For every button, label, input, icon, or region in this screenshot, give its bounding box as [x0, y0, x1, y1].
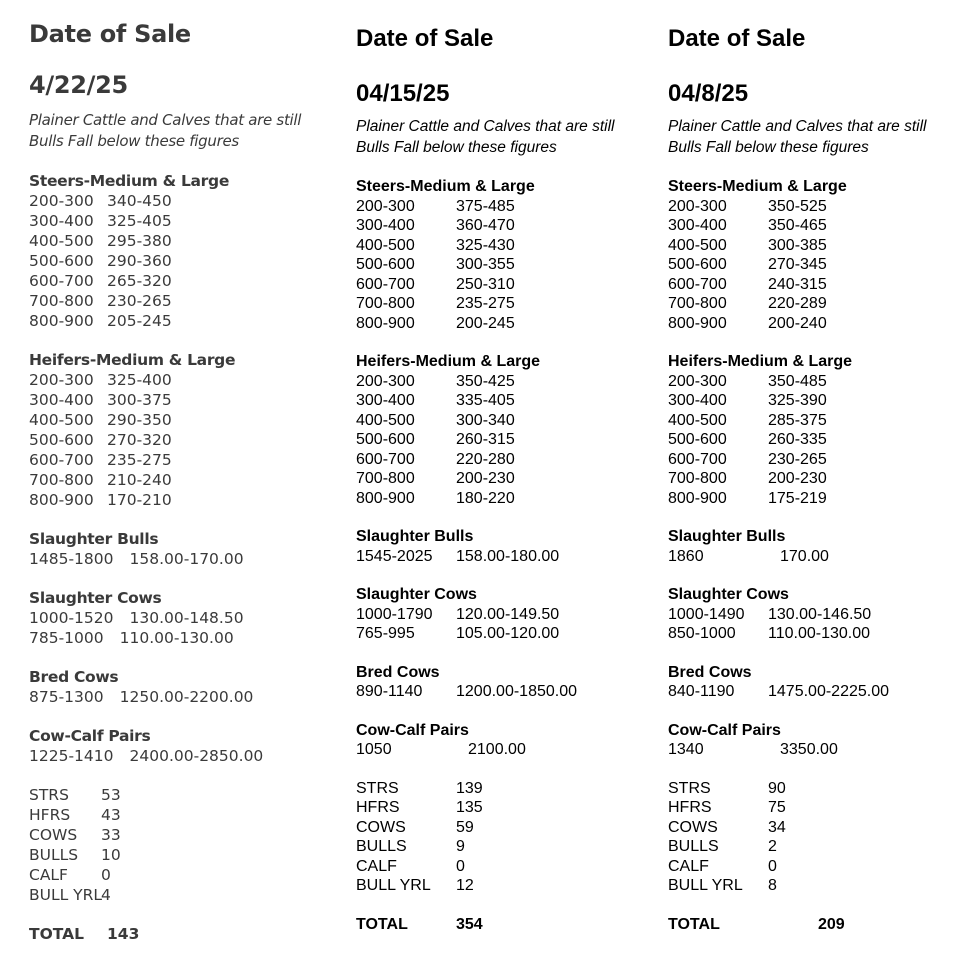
weight: 890-1140	[356, 683, 423, 700]
heifers-title: Heifers-Medium & Large	[668, 353, 853, 370]
weight: 1000-1790	[356, 605, 433, 623]
table-row	[668, 469, 958, 489]
weight: 400-500	[29, 232, 94, 250]
weight: 700-800	[29, 292, 94, 310]
price: 350-465	[768, 217, 827, 234]
slaughter-bulls-title: Slaughter Bulls	[29, 530, 159, 548]
table-row	[29, 608, 329, 628]
price: 170-210	[107, 491, 172, 509]
table-row	[668, 372, 958, 392]
weight: 800-900	[668, 314, 727, 332]
price: 230-265	[107, 292, 172, 310]
count-row	[29, 805, 329, 825]
count-row	[668, 779, 958, 799]
price: 110.00-130.00	[119, 629, 234, 647]
count-row	[356, 857, 656, 877]
bred-cows-title: Bred Cows	[29, 668, 119, 686]
count-value: 0	[456, 857, 465, 875]
count-row	[29, 885, 329, 905]
price: 270-320	[107, 431, 172, 449]
price: 335-405	[456, 392, 515, 409]
price: 235-275	[107, 451, 172, 469]
table-row	[29, 628, 329, 648]
slaughter-cows-title: Slaughter Cows	[356, 586, 477, 603]
weight: 500-600	[29, 252, 94, 270]
steers-table	[29, 191, 329, 331]
price: 360-470	[456, 217, 515, 234]
table-row	[668, 294, 958, 314]
weight: 400-500	[356, 236, 415, 254]
table-row	[668, 682, 958, 702]
sale-date: 04/15/25	[356, 80, 450, 107]
price: 180-220	[456, 489, 515, 507]
price: 340-450	[107, 192, 172, 210]
weight: 800-900	[668, 489, 727, 507]
count-value: 139	[456, 779, 483, 797]
price: 3350.00	[780, 741, 838, 758]
date-label: Date of Sale	[356, 25, 494, 52]
table-row	[356, 547, 656, 567]
count-value: 8	[768, 877, 777, 894]
count-label: BULLS	[668, 838, 719, 855]
heifers-table	[29, 370, 329, 510]
count-label: BULLS	[356, 838, 407, 855]
cow-calf-pairs-title: Cow-Calf Pairs	[668, 721, 781, 739]
price: 290-360	[107, 252, 172, 270]
count-label: BULLS	[29, 846, 79, 864]
note-line-1: Plainer Cattle and Calves that are still	[29, 111, 302, 129]
price: 300-340	[456, 411, 515, 429]
weight: 840-1190	[668, 683, 735, 700]
note-line-2: Bulls Fall below these figures	[29, 132, 239, 150]
table-row	[356, 624, 656, 644]
table-row	[29, 490, 329, 510]
count-label: HFRS	[29, 806, 71, 824]
table-row	[356, 682, 656, 702]
weight: 765-995	[356, 625, 415, 642]
price: 200-230	[456, 470, 515, 487]
weight: 600-700	[356, 275, 415, 293]
price: 260-335	[768, 431, 827, 448]
count-label: COWS	[356, 818, 406, 836]
total-row	[356, 915, 656, 935]
table-row	[356, 294, 656, 314]
count-value: 10	[101, 846, 121, 864]
heifers-table	[356, 372, 656, 509]
count-value: 2	[768, 838, 777, 855]
weight: 400-500	[668, 411, 727, 429]
table-row	[356, 469, 656, 489]
sale-column-0415	[356, 0, 656, 934]
price: 325-390	[768, 392, 827, 409]
weight: 785-1000	[29, 629, 104, 647]
table-row	[356, 255, 656, 275]
weight: 1485-1800	[29, 550, 114, 568]
total-row	[29, 924, 329, 944]
table-row	[668, 255, 958, 275]
weight: 1225-1410	[29, 747, 114, 765]
table-row	[668, 236, 958, 256]
weight: 1000-1520	[29, 609, 114, 627]
total-row	[668, 915, 958, 935]
table-row	[29, 231, 329, 251]
weight: 300-400	[29, 391, 94, 409]
steers-title: Steers-Medium & Large	[29, 172, 230, 190]
price: 295-380	[107, 232, 172, 250]
table-row	[29, 211, 329, 231]
weight: 1000-1490	[668, 605, 745, 623]
count-label: HFRS	[356, 799, 400, 816]
weight: 200-300	[668, 372, 727, 390]
count-value: 0	[101, 866, 111, 884]
count-row	[668, 798, 958, 818]
weight: 600-700	[668, 275, 727, 293]
price: 350-525	[768, 197, 827, 215]
note-line-2: Bulls Fall below these figures	[668, 139, 869, 156]
table-row	[29, 191, 329, 211]
count-label: COWS	[668, 818, 718, 836]
count-label: BULL YRL	[356, 877, 431, 894]
weight: 200-300	[356, 197, 415, 215]
slaughter-bulls-title: Slaughter Bulls	[356, 528, 474, 545]
heifers-table	[668, 372, 958, 509]
price: 240-315	[768, 275, 827, 293]
table-row	[668, 489, 958, 509]
weight: 400-500	[668, 236, 727, 254]
price: 130.00-146.50	[768, 605, 872, 623]
note-line-1: Plainer Cattle and Calves that are still	[668, 118, 927, 135]
price: 210-240	[107, 471, 172, 489]
steers-title: Steers-Medium & Large	[356, 178, 535, 195]
weight: 600-700	[356, 450, 415, 468]
steers-title: Steers-Medium & Large	[668, 178, 847, 195]
weight: 700-800	[29, 471, 94, 489]
table-row	[356, 740, 656, 760]
count-value: 59	[456, 818, 474, 836]
price: 325-430	[456, 236, 515, 254]
price: 1200.00-1850.00	[456, 683, 577, 700]
table-row	[356, 430, 656, 450]
count-value: 4	[101, 886, 111, 904]
price: 350-425	[456, 372, 515, 390]
cow-calf-pairs-title: Cow-Calf Pairs	[356, 721, 469, 739]
table-row	[356, 450, 656, 470]
price: 220-289	[768, 295, 827, 312]
total-value: 354	[456, 915, 483, 933]
table-row	[356, 216, 656, 236]
price: 285-375	[768, 411, 827, 429]
count-value: 75	[768, 799, 786, 816]
table-row	[356, 275, 656, 295]
weight: 700-800	[356, 295, 415, 312]
price: 300-355	[456, 256, 515, 273]
total-label: TOTAL	[668, 915, 720, 933]
weight: 200-300	[356, 372, 415, 390]
count-row	[356, 818, 656, 838]
table-row	[29, 271, 329, 291]
weight: 875-1300	[29, 688, 104, 706]
weight: 1860	[668, 547, 704, 565]
weight: 800-900	[356, 314, 415, 332]
weight: 600-700	[668, 450, 727, 468]
total-label: TOTAL	[29, 925, 84, 943]
sale-column-0408	[668, 0, 958, 934]
note	[29, 110, 329, 152]
table-row	[29, 291, 329, 311]
table-row	[668, 314, 958, 334]
price: 265-320	[107, 272, 172, 290]
price: 158.00-180.00	[456, 547, 560, 565]
count-value: 12	[456, 877, 474, 894]
table-row	[668, 430, 958, 450]
table-row	[356, 391, 656, 411]
price: 350-485	[768, 372, 827, 390]
weight: 700-800	[668, 470, 727, 487]
head-counts	[668, 779, 958, 896]
table-row	[668, 216, 958, 236]
count-row	[356, 876, 656, 896]
count-row	[29, 845, 329, 865]
price: 175-219	[768, 489, 827, 507]
weight: 200-300	[668, 197, 727, 215]
count-value: 0	[768, 857, 777, 875]
table-row	[29, 687, 329, 707]
count-label: BULL YRL	[668, 877, 743, 894]
weight: 500-600	[668, 256, 727, 273]
price: 200-245	[456, 314, 515, 332]
weight: 1340	[668, 741, 704, 758]
table-row	[668, 411, 958, 431]
table-row	[356, 236, 656, 256]
price: 200-230	[768, 470, 827, 487]
table-row	[29, 410, 329, 430]
heifers-title: Heifers-Medium & Large	[356, 353, 541, 370]
price: 230-265	[768, 450, 827, 468]
price: 270-345	[768, 256, 827, 273]
note-line-1: Plainer Cattle and Calves that are still	[356, 118, 615, 135]
count-value: 33	[101, 826, 121, 844]
weight: 600-700	[29, 272, 94, 290]
price: 200-240	[768, 314, 827, 332]
table-row	[356, 605, 656, 625]
weight: 300-400	[668, 392, 727, 409]
count-label: HFRS	[668, 799, 712, 816]
head-counts	[356, 779, 656, 896]
price: 325-405	[107, 212, 172, 230]
weight: 200-300	[29, 192, 94, 210]
table-row	[356, 197, 656, 217]
count-label: CALF	[668, 857, 709, 875]
cow-calf-pairs-title: Cow-Calf Pairs	[29, 727, 151, 745]
note	[668, 116, 958, 158]
price: 290-350	[107, 411, 172, 429]
price: 120.00-149.50	[456, 605, 560, 623]
table-row	[356, 489, 656, 509]
table-row	[356, 314, 656, 334]
count-label: COWS	[29, 826, 78, 844]
price: 1250.00-2200.00	[119, 688, 254, 706]
price: 205-245	[107, 312, 172, 330]
count-row	[356, 798, 656, 818]
count-value: 43	[101, 806, 121, 824]
table-row	[29, 549, 329, 569]
total-value: 143	[107, 925, 140, 943]
table-row	[29, 251, 329, 271]
price: 170.00	[780, 547, 829, 565]
weight: 850-1000	[668, 625, 736, 642]
date-label: Date of Sale	[29, 20, 191, 48]
count-value: 53	[101, 786, 121, 804]
steers-table	[356, 197, 656, 334]
total-label: TOTAL	[356, 915, 408, 933]
table-row	[668, 197, 958, 217]
table-row	[668, 450, 958, 470]
table-row	[668, 605, 958, 625]
count-label: STRS	[356, 779, 399, 797]
weight: 800-900	[356, 489, 415, 507]
table-row	[29, 370, 329, 390]
count-label: STRS	[668, 779, 711, 797]
count-row	[668, 857, 958, 877]
price: 1475.00-2225.00	[768, 683, 889, 700]
count-row	[668, 876, 958, 896]
weight: 500-600	[356, 431, 415, 448]
count-value: 135	[456, 799, 483, 816]
weight: 800-900	[29, 312, 94, 330]
weight: 500-600	[356, 256, 415, 273]
heifers-title: Heifers-Medium & Large	[29, 351, 236, 369]
price: 105.00-120.00	[456, 625, 560, 642]
weight: 600-700	[29, 451, 94, 469]
weight: 500-600	[668, 431, 727, 448]
weight: 300-400	[29, 212, 94, 230]
price: 300-375	[107, 391, 172, 409]
sale-date: 4/22/25	[29, 71, 128, 99]
table-row	[29, 390, 329, 410]
count-value: 90	[768, 779, 786, 797]
table-row	[29, 311, 329, 331]
count-row	[356, 837, 656, 857]
count-row	[356, 779, 656, 799]
weight: 400-500	[29, 411, 94, 429]
table-row	[29, 450, 329, 470]
note-line-2: Bulls Fall below these figures	[356, 139, 557, 156]
price: 235-275	[456, 295, 515, 312]
count-row	[668, 818, 958, 838]
weight: 700-800	[356, 470, 415, 487]
weight: 300-400	[356, 392, 415, 409]
table-row	[668, 275, 958, 295]
price: 158.00-170.00	[129, 550, 244, 568]
count-value: 34	[768, 818, 786, 836]
slaughter-cows-title: Slaughter Cows	[29, 589, 162, 607]
table-row	[668, 740, 958, 760]
price: 2400.00-2850.00	[129, 747, 264, 765]
count-row	[29, 865, 329, 885]
bred-cows-title: Bred Cows	[356, 663, 440, 681]
table-row	[668, 391, 958, 411]
weight: 700-800	[668, 295, 727, 312]
price: 300-385	[768, 236, 827, 254]
table-row	[29, 470, 329, 490]
table-row	[29, 746, 329, 766]
sale-column-0422	[29, 0, 329, 944]
date-label: Date of Sale	[668, 25, 806, 52]
weight: 500-600	[29, 431, 94, 449]
slaughter-cows-title: Slaughter Cows	[668, 586, 789, 603]
table-row	[29, 430, 329, 450]
count-value: 9	[456, 838, 465, 855]
price: 375-485	[456, 197, 515, 215]
bred-cows-title: Bred Cows	[668, 663, 752, 681]
price: 325-400	[107, 371, 172, 389]
count-label: STRS	[29, 786, 69, 804]
sale-date: 04/8/25	[668, 80, 749, 107]
head-counts	[29, 785, 329, 905]
weight: 200-300	[29, 371, 94, 389]
count-row	[29, 825, 329, 845]
weight: 400-500	[356, 411, 415, 429]
table-row	[668, 624, 958, 644]
price: 130.00-148.50	[129, 609, 244, 627]
count-row	[29, 785, 329, 805]
count-row	[668, 837, 958, 857]
slaughter-bulls-title: Slaughter Bulls	[668, 528, 786, 545]
weight: 800-900	[29, 491, 94, 509]
weight: 300-400	[356, 217, 415, 234]
note	[356, 116, 656, 158]
price: 250-310	[456, 275, 515, 293]
total-value: 209	[818, 915, 845, 933]
table-row	[668, 547, 958, 567]
price: 2100.00	[468, 741, 526, 758]
price: 260-315	[456, 431, 515, 448]
count-label: CALF	[29, 866, 68, 884]
weight: 1050	[356, 741, 392, 758]
price: 110.00-130.00	[768, 625, 871, 642]
count-label: CALF	[356, 857, 397, 875]
count-label: BULL YRL	[29, 886, 103, 904]
weight: 1545-2025	[356, 547, 433, 565]
table-row	[356, 372, 656, 392]
table-row	[356, 411, 656, 431]
steers-table	[668, 197, 958, 334]
weight: 300-400	[668, 217, 727, 234]
price: 220-280	[456, 450, 515, 468]
